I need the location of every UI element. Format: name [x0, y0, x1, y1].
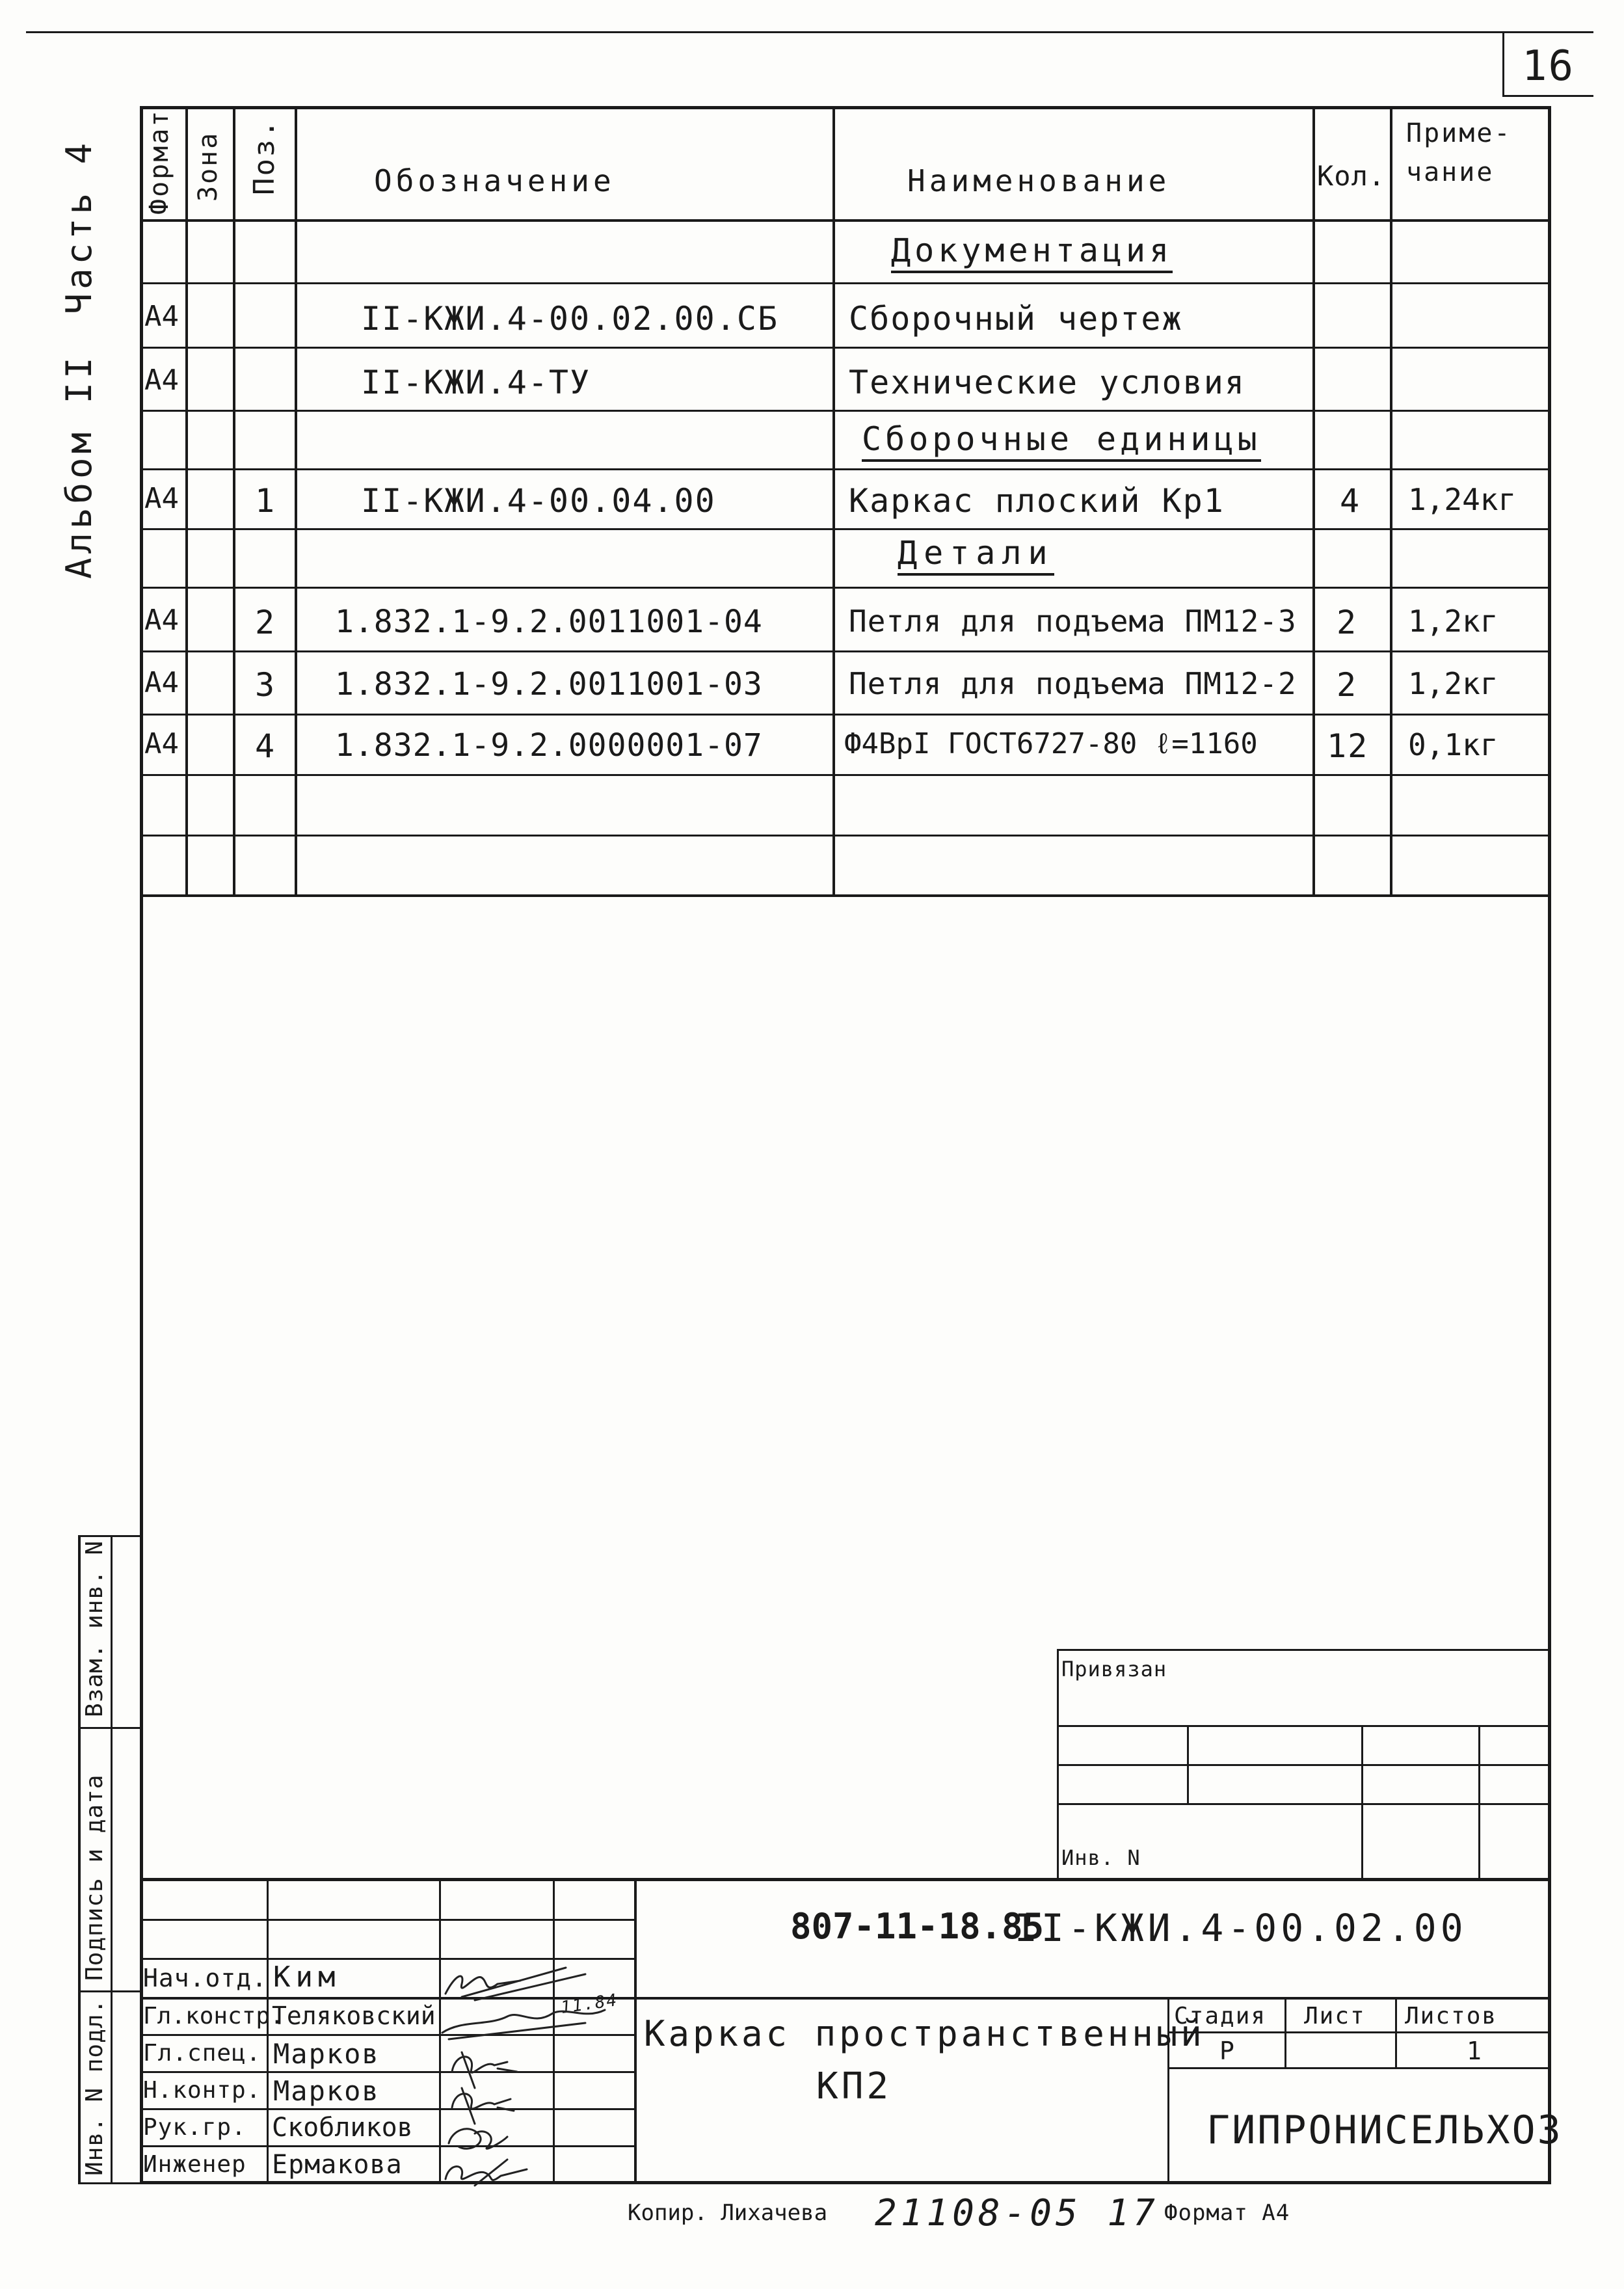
row5-format: А4 [144, 666, 179, 699]
main-frame [140, 106, 1551, 2184]
sheets-label: Листов [1405, 2003, 1498, 2029]
person-role: Гл.констр. [143, 2003, 284, 2029]
organization: ГИПРОНИСЕЛЬХОЗ [1206, 2108, 1563, 2153]
row1-designation: II-КЖИ.4-00.02.00.СБ [361, 300, 779, 338]
footer-format: Формат А4 [1164, 2200, 1290, 2226]
person-name: Скобликов [272, 2113, 413, 2143]
person-name: Теляковский [272, 2001, 436, 2030]
row3-format: А4 [144, 482, 179, 515]
person-role: Гл.спец. [143, 2040, 261, 2067]
row3-note: 1,24кг [1408, 482, 1517, 517]
title-code: 807-11-18.85 [790, 1906, 1045, 1947]
row3-pos: 1 [255, 482, 276, 520]
row2-name: Технические условия [849, 364, 1245, 401]
sheets-value: 1 [1467, 2037, 1483, 2065]
section-documentation: Документация [891, 234, 1173, 273]
row2-format: А4 [144, 364, 179, 397]
row3-qty: 4 [1340, 482, 1361, 520]
person-role: Рук.гр. [143, 2114, 246, 2141]
album-label: Альбом IIЧасть 4 [59, 139, 100, 579]
row4-format: А4 [144, 604, 179, 637]
sheet-number-box-left [1502, 31, 1504, 96]
person-role: Н.контр. [143, 2077, 261, 2104]
header-format: Формат [144, 109, 174, 215]
person-name: Ким [273, 1961, 341, 1994]
sheet-number: 16 [1522, 42, 1575, 90]
person-role: Нач.отд. [143, 1964, 268, 1992]
row6-designation: 1.832.1-9.2.0000001-07 [335, 727, 763, 764]
row4-note: 1,2кг [1408, 604, 1498, 639]
row5-designation: 1.832.1-9.2.0011001-03 [335, 666, 763, 703]
row4-designation: 1.832.1-9.2.0011001-04 [335, 604, 763, 640]
privyazan-title: Привязан [1061, 1657, 1167, 1681]
header-designation: Обозначение [374, 163, 615, 198]
person-name: Марков [273, 2038, 380, 2070]
row5-name: Петля для подъема ПМ12-2 [849, 666, 1297, 701]
stamp-vzam-label: Взам. инв. N [81, 1540, 108, 1717]
row2-designation: II-КЖИ.4-ТУ [361, 364, 591, 401]
signatures [436, 1948, 644, 2189]
row6-pos: 4 [255, 727, 276, 765]
footer-copied: Копир. Лихачева [628, 2200, 828, 2226]
row6-qty: 12 [1327, 727, 1369, 765]
person-name: Ермакова [272, 2150, 403, 2180]
title-product-line2: КП2 [816, 2065, 892, 2108]
title-designation: II-КЖИ.4-00.02.00 [1015, 1906, 1467, 1950]
header-name: Наименование [907, 163, 1171, 198]
footer-number: 21108-05 17 [875, 2192, 1159, 2234]
header-note-1: Приме- [1406, 118, 1512, 148]
date-mark: 11.84 [559, 1990, 619, 2018]
section-details: Детали [898, 537, 1054, 576]
row4-pos: 2 [255, 604, 276, 641]
person-name: Марков [273, 2075, 380, 2107]
row5-note: 1,2кг [1408, 666, 1498, 701]
person-role: Инженер [143, 2151, 246, 2178]
header-qty: Кол. [1317, 160, 1386, 192]
stage-label: Стадия [1174, 2003, 1267, 2029]
header-note-2: чание [1406, 157, 1495, 187]
title-product-line1: Каркас пространственный [644, 2013, 1205, 2054]
row5-qty: 2 [1337, 666, 1358, 704]
row1-format: А4 [144, 300, 179, 333]
top-border [26, 31, 1593, 33]
row6-note: 0,1кг [1408, 727, 1498, 762]
privyazan-inv: Инв. N [1061, 1845, 1141, 1870]
header-zone: Зона [193, 131, 223, 202]
stage-value: Р [1219, 2037, 1236, 2065]
sheet-label: Лист [1304, 2003, 1366, 2029]
row1-name: Сборочный чертеж [849, 300, 1183, 338]
row5-pos: 3 [255, 666, 276, 704]
header-pos: Поз. [248, 118, 281, 195]
row4-name: Петля для подъема ПМ12-3 [849, 604, 1297, 639]
stamp-inv-label: Инв. N подл. [81, 1998, 108, 2176]
row3-designation: II-КЖИ.4-00.04.00 [361, 482, 716, 520]
row6-name: Ф4ВрI ГОСТ6727-80 ℓ=1160 [844, 727, 1258, 760]
stamp-podpis-label: Подпись и дата [81, 1774, 108, 1981]
row6-format: А4 [144, 727, 179, 760]
row3-name: Каркас плоский Кр1 [849, 482, 1225, 520]
row4-qty: 2 [1337, 604, 1358, 641]
sheet-number-box-bottom [1502, 95, 1593, 97]
section-assembly-units: Сборочные единицы [862, 423, 1261, 462]
